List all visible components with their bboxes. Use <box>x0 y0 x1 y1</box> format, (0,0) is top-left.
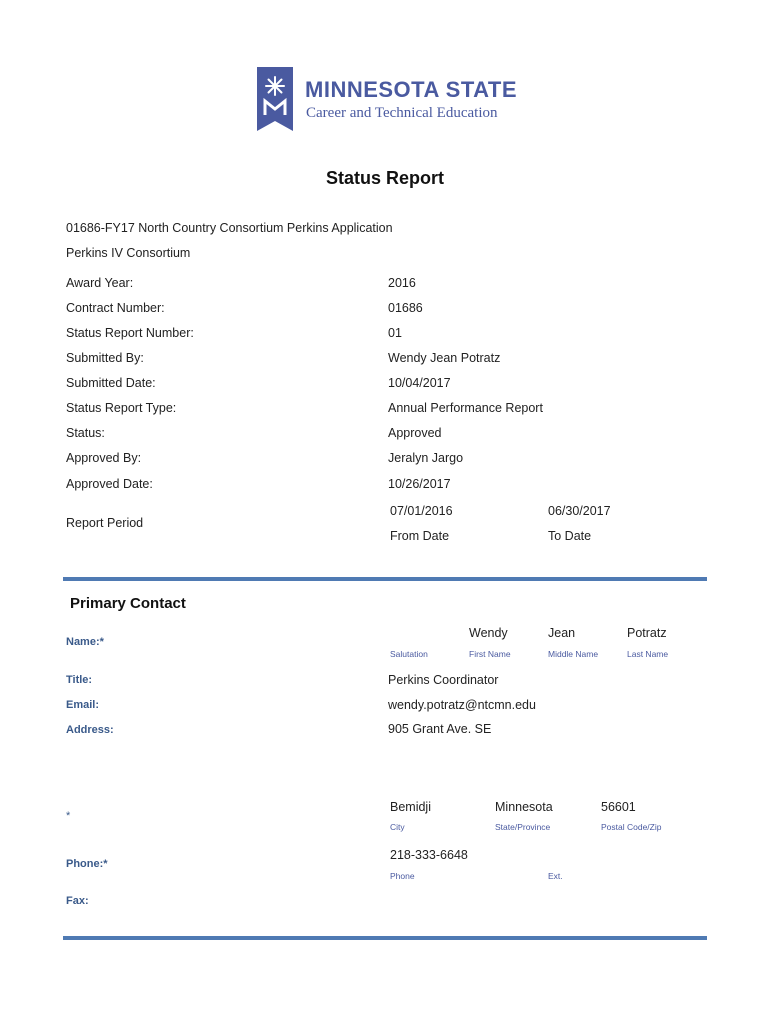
last-name-label: Last Name <box>627 649 669 659</box>
name-label: Name:* <box>66 636 104 648</box>
status-report-type-value: Annual Performance Report <box>388 401 543 415</box>
address-label: Address: <box>66 724 114 736</box>
application-name: 01686-FY17 North Country Consortium Perkins Application <box>66 221 393 235</box>
city-value: Bemidji <box>390 800 431 814</box>
from-date-value: 07/01/2016 <box>390 504 453 518</box>
logo-subtitle: Career and Technical Education <box>306 105 498 121</box>
award-year-value: 2016 <box>388 276 416 290</box>
status-report-type-label: Status Report Type: <box>66 401 177 415</box>
approved-by-value: Jeralyn Jargo <box>388 451 464 465</box>
first-name-value: Wendy <box>469 626 508 640</box>
fax-label: Fax: <box>66 895 89 907</box>
primary-contact-heading: Primary Contact <box>70 595 186 612</box>
submitted-by-label: Submitted By: <box>66 351 144 365</box>
status-value: Approved <box>388 426 442 440</box>
address-value: 905 Grant Ave. SE <box>388 722 492 736</box>
contract-number-value: 01686 <box>388 301 423 315</box>
submitted-date-label: Submitted Date: <box>66 376 156 390</box>
minnesota-state-logo <box>257 67 517 133</box>
state-label: State/Province <box>495 822 551 832</box>
contract-number-label: Contract Number: <box>66 301 165 315</box>
first-name-label: First Name <box>469 649 511 659</box>
middle-name-value: Jean <box>548 626 576 640</box>
status-label: Status: <box>66 426 105 440</box>
title-label: Title: <box>66 674 93 686</box>
email-value: wendy.potratz@ntcmn.edu <box>388 698 536 712</box>
minnesota-state-logo-icon <box>257 67 293 131</box>
to-date-label: To Date <box>548 529 592 543</box>
logo-title: MINNESOTA STATE <box>305 77 518 102</box>
ext-label: Ext. <box>548 871 563 881</box>
status-report-number-label: Status Report Number: <box>66 326 194 340</box>
phone-label: Phone:* <box>66 858 108 870</box>
city-row-label: * <box>66 810 71 822</box>
phone-value: 218-333-6648 <box>390 848 468 862</box>
title-value: Perkins Coordinator <box>388 673 499 687</box>
consortium-name: Perkins IV Consortium <box>66 246 191 260</box>
to-date-value: 06/30/2017 <box>548 504 611 518</box>
section-divider-bottom <box>63 936 707 940</box>
state-value: Minnesota <box>495 800 553 814</box>
submitted-date-value: 10/04/2017 <box>388 376 451 390</box>
phone-sub-label: Phone <box>390 871 415 881</box>
section-divider-top <box>63 577 707 581</box>
report-period-label: Report Period <box>66 516 144 530</box>
status-report-number-value: 01 <box>388 326 402 340</box>
submitted-by-value: Wendy Jean Potratz <box>388 351 501 365</box>
zip-value: 56601 <box>601 800 636 814</box>
city-label: City <box>390 822 405 832</box>
page-title: Status Report <box>325 168 444 188</box>
middle-name-label: Middle Name <box>548 649 599 659</box>
approved-date-label: Approved Date: <box>66 477 153 491</box>
salutation-label: Salutation <box>390 649 428 659</box>
zip-label: Postal Code/Zip <box>601 822 662 832</box>
last-name-value: Potratz <box>627 626 667 640</box>
approved-date-value: 10/26/2017 <box>388 477 451 491</box>
approved-by-label: Approved By: <box>66 451 142 465</box>
award-year-label: Award Year: <box>66 276 134 290</box>
email-label: Email: <box>66 699 100 711</box>
from-date-label: From Date <box>390 529 450 543</box>
